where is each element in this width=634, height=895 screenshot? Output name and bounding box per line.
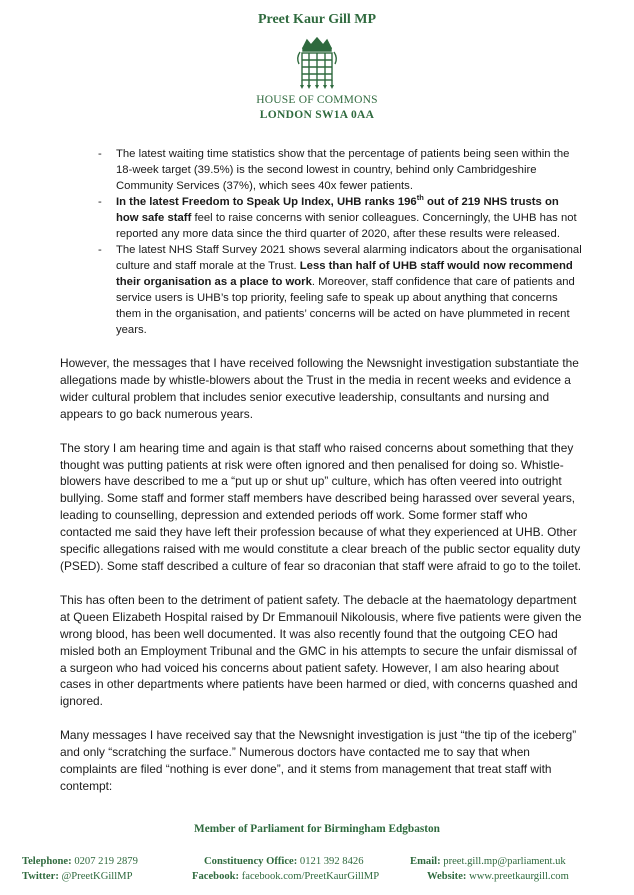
telephone: Telephone: 0207 219 2879 <box>22 856 138 867</box>
bullet-dash: - <box>98 148 102 160</box>
bullet-list <box>60 146 582 338</box>
footer-member-line: Member of Parliament for Birmingham Edgbaston <box>194 823 440 835</box>
mp-name: Preet Kaur Gill MP <box>257 12 377 27</box>
facebook-link[interactable]: Facebook: facebook.com/PreetKaurGillMP <box>192 871 380 882</box>
twitter-link[interactable]: Twitter: @PreetKGillMP <box>22 871 133 882</box>
letter-body <box>60 146 582 795</box>
list-item: - The latest waiting time statistics show that the percentage of patients being seen within the 18-week target (39.5%) is the second lowest in country, behind only Cambridgeshire Community Services (37%), which sees 40x fewer patients. <box>98 148 570 192</box>
paragraph: However, the messages that I have received following the Newsnight investigation substantiate the allegations made by whistle-blowers about the Trust in the media in recent weeks and evidence a wider cultural problem that includes senior executive leadership, consultants and nursing and appears to go back numerous years. <box>60 356 579 421</box>
house-of-commons: HOUSE OF COMMONS <box>256 94 378 106</box>
portcullis-icon <box>294 36 340 90</box>
list-item: - The latest NHS Staff Survey 2021 shows several alarming indicators about the organisational culture and staff morale at the Trust. Less than half of UHB staff would now recommend their organisation as a place to work. Moreover, staff confidence that care of patients and service users is UHB’s top priority, feeling safe to speak up about anything that concerns them in the organisation, and patients’ concerns will be acted on have plummeted in recent years. <box>98 244 582 336</box>
bullet-dash: - <box>98 196 102 208</box>
bullet-dash: - <box>98 244 102 256</box>
email-link[interactable]: Email: preet.gill.mp@parliament.uk <box>410 856 566 867</box>
paragraph: This has often been to the detriment of patient safety. The debacle at the haematology department at Queen Elizabeth Hospital raised by Dr Emmanouil Nikolousis, where five patients were given the wrong blood, has been well documented. It was also recently found that the outgoing CEO had misled both an Employment Tribunal and the GMC in his attempts to secure the unfair dismissal of a surgeon who had voiced his concerns about patient safety. However, I am also hearing about cases in other departments where patients have been harmed or died, with concerns quashed and ignored. <box>60 592 582 709</box>
address: LONDON SW1A 0AA <box>259 109 375 121</box>
list-item: - In the latest Freedom to Speak Up Index, UHB ranks 196th out of 219 NHS trusts on how safe staff feel to raise concerns with senior colleagues. Concerningly, the UHB has not reported any more data since the third quarter of 2020, after these results were released. <box>98 193 577 240</box>
website-link[interactable]: Website: www.preetkaurgill.com <box>427 871 569 882</box>
paragraph: Many messages I have received say that the Newsnight investigation is just “the tip of the iceberg” and only “scratching the surface.” Numerous doctors have contacted me to say that when complaints are filed “nothing is ever done”, and it stems from management that treat staff with contempt: <box>60 728 577 793</box>
paragraph: The story I am hearing time and again is that staff who raised concerns about something that they thought was putting patients at risk were often ignored and then penalised for doing so. Whistle-blowers have described to me a “put up or shut up” culture, which has often veered into outright bullying. Some staff and former staff members have described being harassed over several years, leading to counselling, depression and extended periods off work. Some former staff who contacted me said they have left their profession because of what they experienced at UHB. Other specific allegations raised with me would constitute a clear breach of the public sector equality duty (PSED). Some staff described a culture of fear so draconian that staff were afraid to go to the toilet. <box>60 440 582 573</box>
constituency-office: Constituency Office: 0121 392 8426 <box>204 856 364 867</box>
